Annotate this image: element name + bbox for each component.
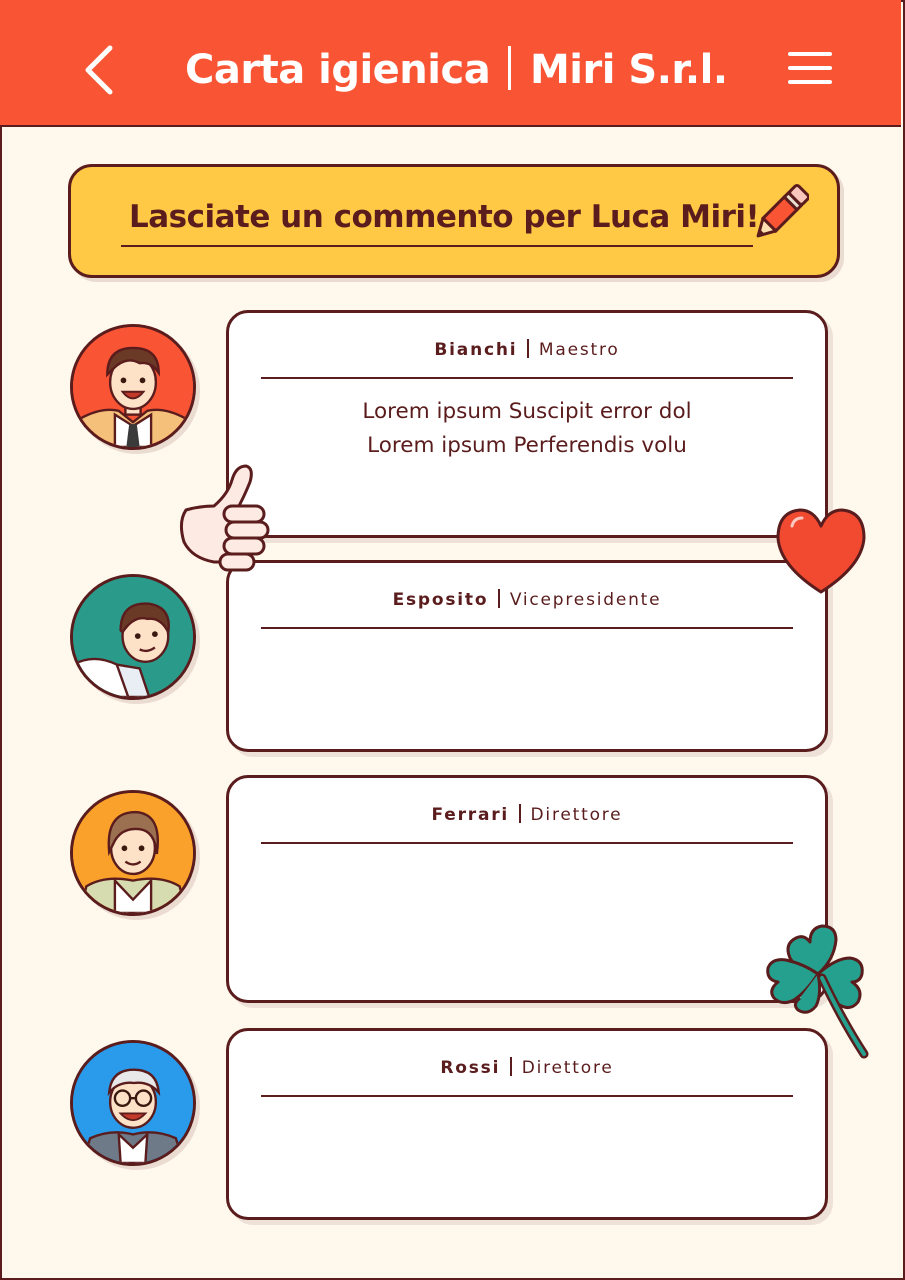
avatar-bianchi <box>70 324 196 450</box>
author-role: Direttore <box>530 805 623 825</box>
hamburger-menu-icon[interactable] <box>786 48 834 88</box>
clover-icon <box>764 920 872 1064</box>
avatar-rossi <box>70 1040 196 1166</box>
comment-author <box>229 1057 825 1078</box>
banner-underline <box>121 245 753 247</box>
author-name: Bianchi <box>434 340 518 360</box>
thumbs-up-icon <box>172 462 276 576</box>
comment-card-2[interactable] <box>226 560 828 752</box>
app-header <box>0 0 901 127</box>
company-name: Miri S.r.l. <box>530 47 728 93</box>
comment-author <box>229 804 825 825</box>
comment-author <box>229 339 825 360</box>
avatar-esposito <box>70 574 196 700</box>
author-separator <box>527 339 529 358</box>
comment-author <box>229 589 825 610</box>
comment-card-4[interactable] <box>226 1028 828 1220</box>
page-title: Carta igienica <box>185 47 491 93</box>
author-name: Rossi <box>440 1058 501 1078</box>
heart-icon <box>772 504 870 598</box>
pencil-icon <box>751 183 809 245</box>
author-separator <box>498 589 500 608</box>
author-role: Maestro <box>538 340 620 360</box>
author-role: Direttore <box>521 1058 614 1078</box>
comment-text <box>229 395 825 463</box>
comment-card-3[interactable] <box>226 775 828 1003</box>
comment-card-1[interactable] <box>226 310 828 538</box>
card-divider <box>261 627 793 629</box>
back-arrow-icon[interactable] <box>78 42 122 98</box>
card-divider <box>261 1095 793 1097</box>
author-role: Vicepresidente <box>509 590 662 610</box>
comment-prompt-banner[interactable] <box>68 164 840 278</box>
author-name: Ferrari <box>431 805 510 825</box>
card-divider <box>261 377 793 379</box>
avatar-ferrari <box>70 790 196 916</box>
banner-text: Lasciate un commento per Luca Miri! <box>129 199 760 235</box>
card-divider <box>261 842 793 844</box>
author-name: Esposito <box>392 590 489 610</box>
author-separator <box>510 1057 512 1076</box>
comment-line: Lorem ipsum Perferendis volu <box>367 433 687 458</box>
comment-line: Lorem ipsum Suscipit error dol <box>362 399 692 424</box>
author-separator <box>519 804 521 823</box>
title-divider <box>508 46 511 90</box>
